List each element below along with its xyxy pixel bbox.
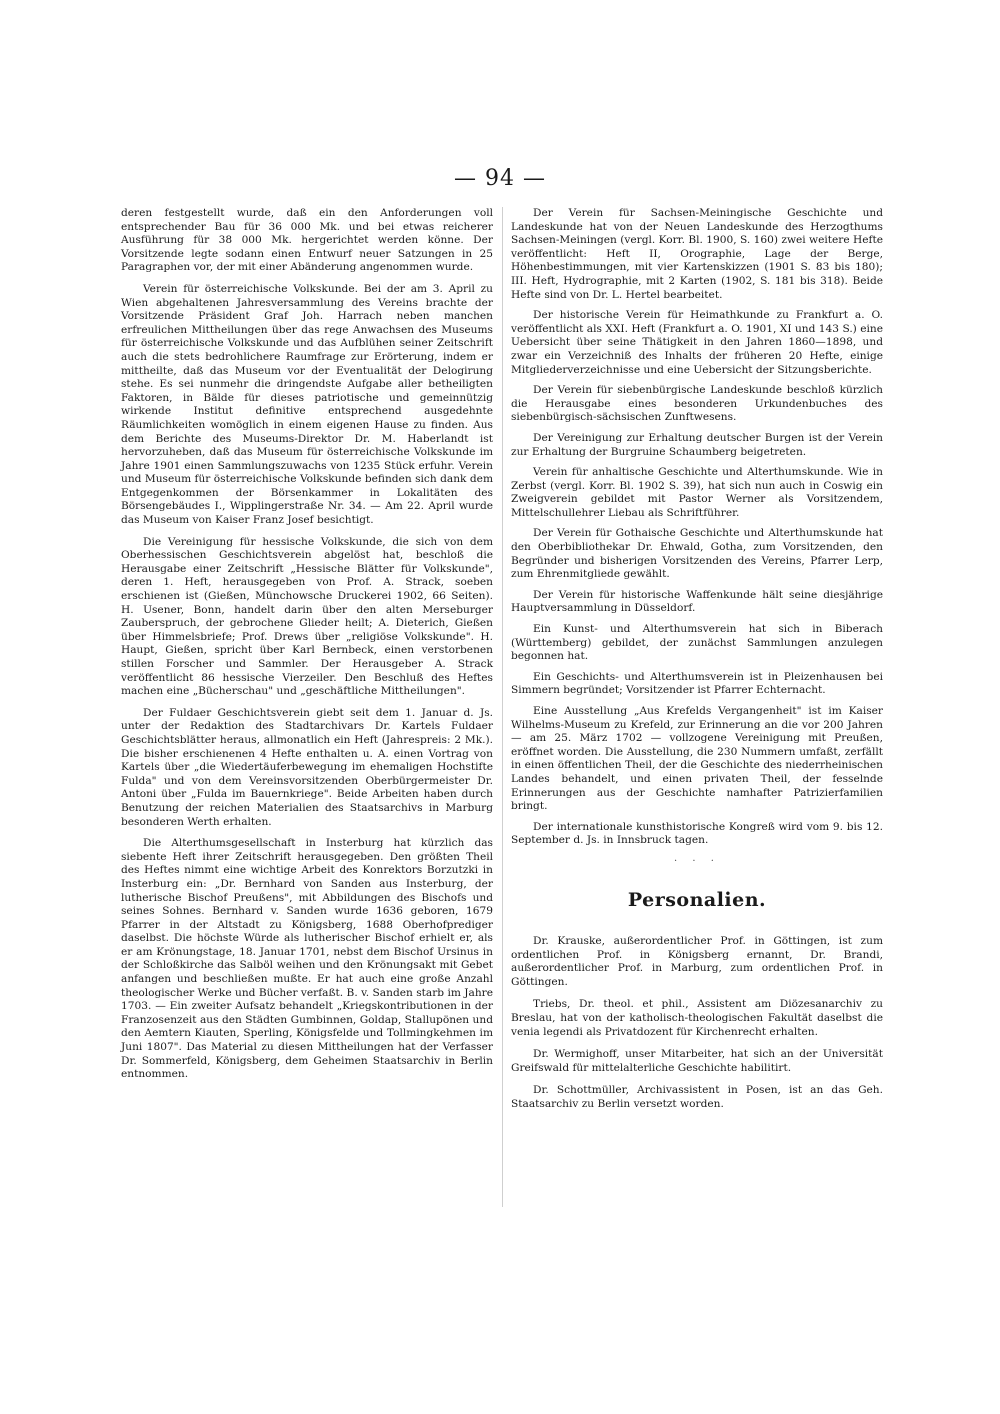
personalien-section: [511, 935, 883, 1112]
column-divider: [502, 207, 503, 1207]
page-number: — 94 —: [454, 166, 546, 191]
left-column: [121, 207, 493, 1082]
paragraph: Der Fuldaer Geschichtsverein giebt seit dem 1. Januar d. Js. unter der Redaktion des Stadtarchivars Dr. Kartels Fuldaer Geschichtsblätter heraus, allmonatlich ein Heft (Jahrespreis: 2 Mk.). Die bisher erschienenen 4 Hefte enthalten u. A. einen Vortrag von Kartels über „die Wiedertäuferbewegung im ehemaligen Hochstifte Fulda" und von dem Vereinsvorsitzenden Oberbürgermeister Dr. Antoni über „Fulda im Bauernkriege". Beide Arbeiten haben durch Benutzung der reichen Materialien des Staatsarchivs in Marburg besonderen Werth erhalten.: [121, 706, 493, 828]
paragraph: Der internationale kunsthistorische Kongreß wird vom 9. bis 12. September d. Js. in Innsbruck tagen.: [511, 820, 883, 847]
paragraph: Der Verein für Gothaische Geschichte und Alterthumskunde hat den Oberbibliothekar Dr. Ehwald, Gotha, zum Vorsitzenden, den Begründer und bisherigen Vorsitzenden des Vereins, Pfarrer Lerp, zum Ehrenmitgliede gewählt.: [511, 527, 883, 581]
paragraph: Ein Kunst- und Alterthumsverein hat sich in Biberach (Württemberg) gebildet, der zunächst Sammlungen anzulegen begonnen hat.: [511, 623, 883, 663]
personal-entry: Dr. Krauske, außerordentlicher Prof. in Göttingen, ist zum ordentlichen Prof. in Königsberg ernannt, Dr. Brandi, außerordentlicher Prof. in Marburg, zum ordentlichen Prof. in Göttingen.: [511, 934, 883, 988]
paragraph: Der Verein für Sachsen-Meiningische Geschichte und Landeskunde hat von der Neuen Landeskunde des Herzogthums Sachsen-Meiningen (vergl. Korr. Bl. 1900, S. 160) zwei weitere Hefte veröffentlicht: Heft II, Orographie, Lage der Berge, Höhenbestimmungen, mit vier Kartenskizzen (1901 S. 83 bis 180); III. Heft, Hydrographie, mit 2 Karten (1902, S. 181 bis 318). Beide Hefte sind von Dr. L. Hertel bearbeitet.: [511, 207, 883, 301]
right-column: [511, 207, 883, 1111]
section-divider: · · ·: [674, 855, 720, 867]
personal-entry: Triebs, Dr. theol. et phil., Assistent am Diözesanarchiv zu Breslau, hat von der katholisch-theologischen Fakultät daselbst die venia legendi als Privatdozent für Kirchenrecht erhalten.: [511, 998, 883, 1038]
personal-entry: Dr. Schottmüller, Archivassistent in Posen, ist an das Geh. Staatsarchiv zu Berlin versetzt worden.: [511, 1084, 883, 1110]
paragraph: Der Verein für siebenbürgische Landeskunde beschloß kürzlich die Herausgabe eines besonderen Urkundenbuches des siebenbürgisch-sächsischen Zunftwesens.: [511, 384, 883, 424]
paragraph: Die Vereinigung für hessische Volkskunde, die sich von dem Oberhessischen Geschichtsverein abgelöst hat, beschloß die Herausgabe einer Zeitschrift „Hessische Blätter für Volkskunde", deren 1. Heft, herausgegeben von Prof. A. Strack, soeben erschienen ist (Gießen, Münchowsche Druckerei 1902, 66 Seiten). H. Usener, Bonn, handelt darin über den alten Merseburger Zauberspruch, der gebrochene Glieder heilt; A. Dieterich, Gießen über Himmelsbriefe; Prof. Drews über „religiöse Volkskunde". H. Haupt, Gießen, spricht über Karl Bernbeck, einen verstorbenen stillen Forscher und Sammler. Der Herausgeber A. Strack veröffentlicht 86 hessische Vierzeiler. Den Beschluß des Heftes machen eine „Bücherschau" und „geschäftliche Mittheilungen".: [121, 535, 493, 698]
paragraph: Der historische Verein für Heimathkunde zu Frankfurt a. O. veröffentlicht als XXI. Heft (Frankfurt a. O. 1901, XI und 143 S.) eine Uebersicht über seine Thätigkeit in den Jahren 1860—1898, und zwar ein Verzeichniß des Inhalts der früheren 20 Hefte, einige Mitgliederverzeichnisse und eine Uebersicht der Sitzungsberichte.: [511, 309, 883, 376]
paragraph: Verein für österreichische Volkskunde. Bei der am 3. April zu Wien abgehaltenen Jahresversammlung des Vereins brachte der Vorsitzende Präsident Graf Joh. Harrach neben manchen erfreulichen Mittheilungen über das rege Anwachsen des Museums für österreichische Volkskunde und das Aufblühen seiner Zeitschrift auch die stets bedrohlichere Raumfrage zur Erörterung, indem er mittheilte, daß das Museum vor der Eventualität der Delogirung stehe. Es sei nunmehr die dringendste Aufgabe aller betheiligten Faktoren, in Bälde für dieses patriotische und gemeinnützig wirkende Institut definitive entsprechend ausgedehnte Räumlichkeiten womöglich in einem eigenen Hause zu finden. Aus dem Berichte des Museums-Direktor Dr. M. Haberlandt ist hervorzuheben, daß das Museum für österreichische Volkskunde im Jahre 1901 einen Sammlungszuwachs von 1235 Stück erfuhr. Verein und Museum für österreichische Volkskunde befinden sich dank dem Entgegenkommen der Börsenkammer in Lokalitäten des Börsengebäudes I., Wipplingerstraße Nr. 34. — Am 22. April wurde das Museum von Kaiser Franz Josef besichtigt.: [121, 282, 493, 527]
section-title: Personalien.: [627, 888, 767, 911]
paragraph: Der Verein für historische Waffenkunde hält seine diesjährige Hauptversammlung in Düsseldorf.: [511, 588, 883, 615]
paragraph: deren festgestellt wurde, daß ein den Anforderungen voll entsprechender Bau für 36 000 Mk. und bei etwas reicherer Ausführung für 38 000 Mk. hergerichtet werden könne. Der Vorsitzende legte sodann einen Entwurf neuer Satzungen in 25 Paragraphen vor, der mit einer Abänderung angenommen wurde.: [121, 207, 493, 274]
paragraph: Ein Geschichts- und Alterthumsverein ist in Pleizenhausen bei Simmern begründet; Vorsitzender ist Pfarrer Echternacht.: [511, 670, 883, 697]
paragraph: Die Alterthumsgesellschaft in Insterburg hat kürzlich das siebente Heft ihrer Zeitschrift herausgegeben. Den größten Theil des Heftes nimmt eine wichtige Arbeit des Konrektors Borzutzki in Insterburg ein: „Dr. Bernhard von Sanden aus Insterburg, der lutherische Bischof Preußens", mit Abbildungen des Bischofs und seines Sohnes. Bernhard v. Sanden wurde 1636 geboren, 1679 Pfarrer in der Altstadt zu Königsberg, 1688 Oberhofprediger daselbst. Die höchste Würde als lutherischer Bischof erhielt er, als er am Krönungstage, 18. Januar 1701, nebst dem Bischof Ursinus in der Schloßkirche das Salböl weihen und den Krönungsakt mit Gebet anfangen und beschließen mußte. Er hat auch eine große Anzahl theologischer Werke und Bücher verfaßt. B. v. Sanden starb im Jahre 1703. — Ein zweiter Aufsatz behandelt „Kriegskontributionen in der Franzosenzeit aus den Städten Gumbinnen, Goldap, Stallupönen und den Aemtern Kiauten, Sperling, Königsfelde und Tollmingkehmen im Juni 1807". Das Material zu diesen Mittheilungen hat der Verfasser Dr. Sommerfeld, Königsberg, dem Geheimen Staatsarchiv in Berlin entnommen.: [121, 837, 493, 1081]
paragraph: Verein für anhaltische Geschichte und Alterthumskunde. Wie in Zerbst (vergl. Korr. Bl. 1902 S. 39), hat sich nun auch in Coswig ein Zweigverein gebildet mit Pastor Werner als Vorsitzendem, Mittelschullehrer Liebau als Schriftführer.: [511, 466, 883, 519]
paragraph: Der Vereinigung zur Erhaltung deutscher Burgen ist der Verein zur Erhaltung der Burgruine Schaumberg beigetreten.: [511, 431, 883, 458]
paragraph: Eine Ausstellung „Aus Krefelds Vergangenheit" ist im Kaiser Wilhelms-Museum zu Krefeld, zur Erinnerung an die vor 200 Jahren — am 25. März 1702 — vollzogene Vereinigung mit Preußen, eröffnet worden. Die Ausstellung, die 230 Nummern umfaßt, zerfällt in einen öffentlichen Theil, der die Geschichte des niederrheinischen Landes behandelt, und einen privaten Theil, der fesselnde Erinnerungen aus der Geschichte namhafter Patrizierfamilien bringt.: [511, 705, 883, 813]
personal-entry: Dr. Wermighoff, unser Mitarbeiter, hat sich an der Universität Greifswald für mittelalterliche Geschichte habilitirt.: [511, 1048, 883, 1074]
